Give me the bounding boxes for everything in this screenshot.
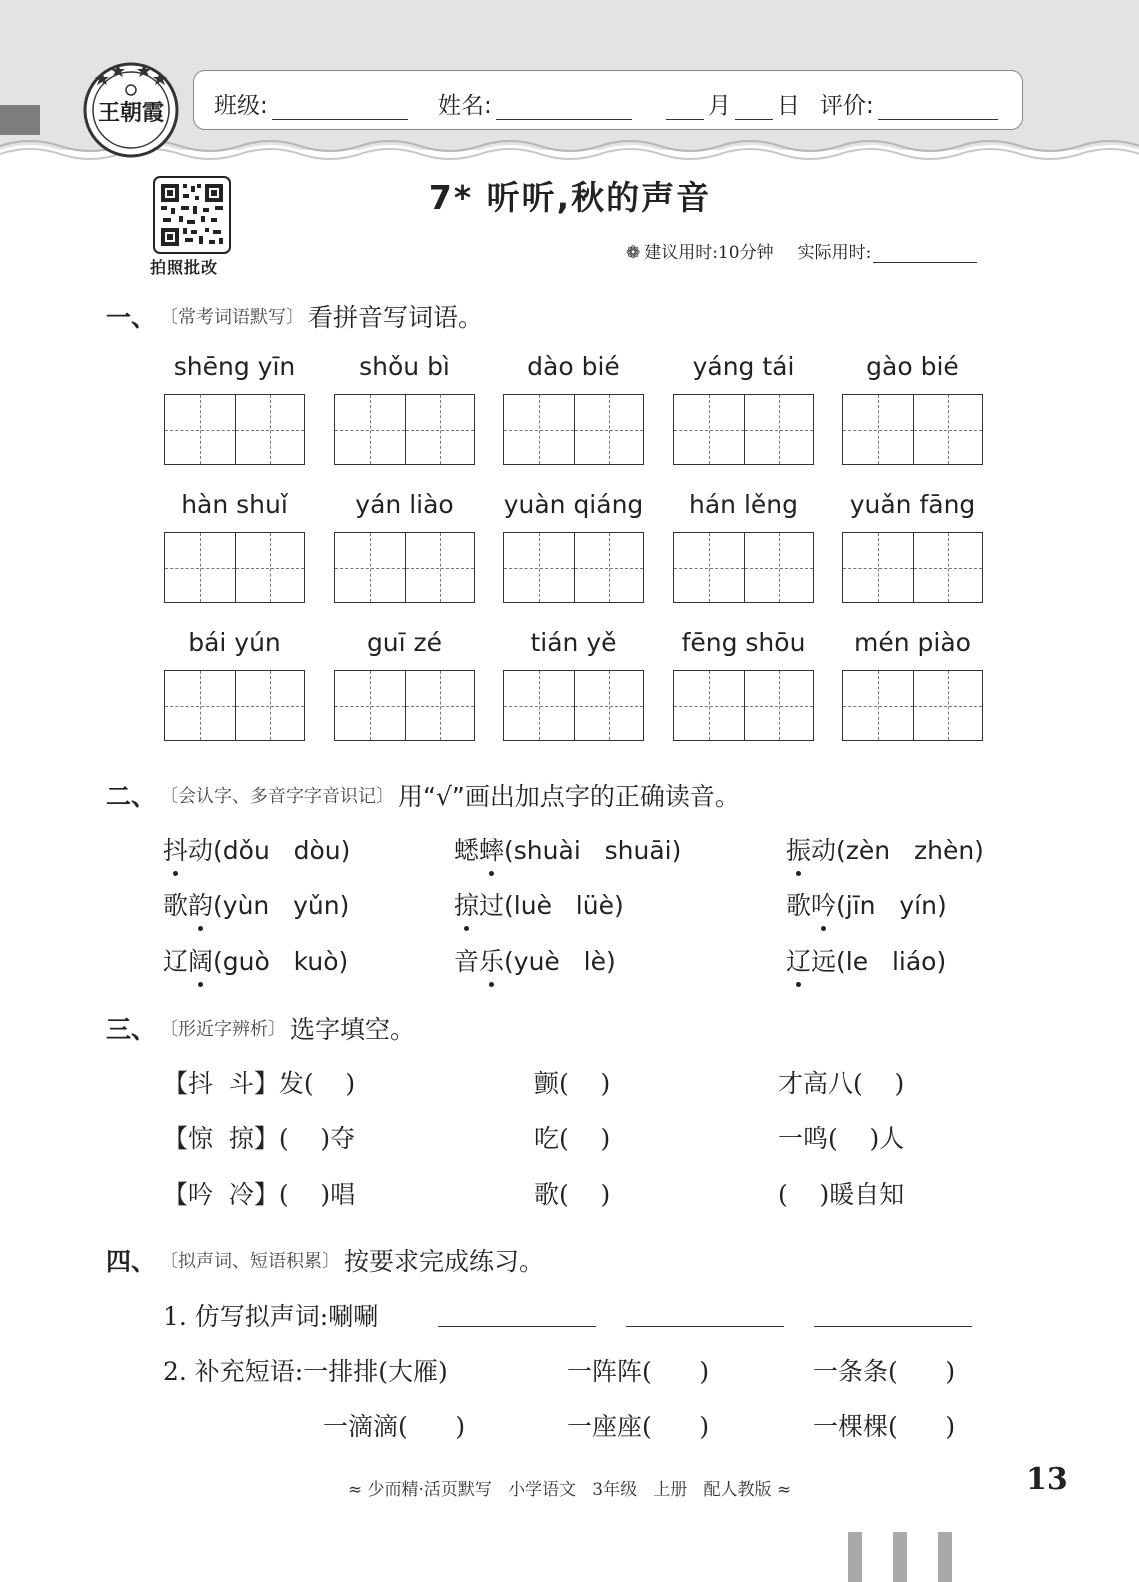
- q1-blank-1[interactable]: [438, 1326, 596, 1327]
- writing-cell[interactable]: [335, 533, 405, 602]
- writing-box[interactable]: [673, 394, 814, 465]
- section-instruction: 选字填空。: [290, 1015, 416, 1044]
- fill-item[interactable]: 才高八( ): [778, 1069, 905, 1098]
- word-char: 动: [188, 836, 214, 865]
- word-char: 远: [811, 947, 837, 976]
- writing-box[interactable]: [334, 670, 475, 741]
- pinyin-label: yán liào: [355, 490, 454, 519]
- svg-text:王朝霞: 王朝霞: [97, 100, 165, 126]
- dotted-char: 振: [786, 831, 811, 867]
- writing-box[interactable]: [334, 394, 475, 465]
- writing-cell[interactable]: [504, 395, 574, 464]
- section-instruction: 用“√”画出加点字的正确读音。: [398, 782, 740, 811]
- reading-options[interactable]: (le liáo): [836, 947, 947, 976]
- dotted-char: 蟀: [479, 831, 504, 867]
- section-2-heading: [106, 777, 740, 813]
- writing-box[interactable]: [842, 532, 983, 603]
- word-char: 过: [479, 891, 505, 920]
- section-4-heading: [106, 1242, 544, 1278]
- fill-item[interactable]: 一鸣( )人: [778, 1124, 905, 1153]
- writing-cell[interactable]: [843, 395, 913, 464]
- reading-options[interactable]: (guò kuò): [213, 947, 349, 976]
- fill-item[interactable]: 吃( ): [534, 1124, 611, 1153]
- time-line: [626, 238, 981, 263]
- writing-cell[interactable]: [744, 533, 814, 602]
- qr-label: 拍照批改: [150, 258, 219, 277]
- section-1-heading: [106, 298, 483, 334]
- page-number: 13: [1026, 1462, 1068, 1497]
- writing-cell[interactable]: [843, 671, 913, 740]
- dotted-char: 乐: [479, 942, 504, 978]
- pinyin-label: bái yún: [188, 628, 281, 657]
- q2-item[interactable]: 一棵棵( ): [813, 1412, 956, 1441]
- word-char: 蟋: [454, 836, 480, 865]
- writing-cell[interactable]: [913, 395, 983, 464]
- dotted-char: 抖: [163, 831, 188, 867]
- actual-time-label: 实际用时:: [797, 243, 872, 263]
- pinyin-label: yuǎn fāng: [849, 490, 976, 519]
- fill-item[interactable]: 歌( ): [534, 1180, 611, 1209]
- writing-box[interactable]: [673, 532, 814, 603]
- writing-cell[interactable]: [913, 533, 983, 602]
- q1-blank-2[interactable]: [626, 1326, 784, 1327]
- writing-cell[interactable]: [574, 395, 644, 464]
- fill-item[interactable]: ( )暖自知: [778, 1180, 905, 1209]
- word-char: 音: [454, 947, 480, 976]
- reading-options[interactable]: (jīn yín): [836, 891, 947, 920]
- pinyin-label: gào bié: [866, 352, 959, 381]
- pinyin-label: yáng tái: [692, 352, 795, 381]
- reading-item[interactable]: [454, 886, 624, 922]
- section-tag: 〔会认字、多音字字音识记〕: [160, 786, 395, 807]
- rating-field[interactable]: [820, 87, 1002, 120]
- writing-cell[interactable]: [335, 395, 405, 464]
- date-field[interactable]: [662, 87, 800, 120]
- q2-item[interactable]: 一条条( ): [813, 1357, 956, 1386]
- writing-box[interactable]: [334, 532, 475, 603]
- rating-blank[interactable]: [878, 93, 998, 120]
- student-info-box: [193, 70, 1023, 130]
- pinyin-label: yuàn qiáng: [503, 490, 644, 519]
- q2-label: 2. 补充短语:一排排(大雁): [163, 1357, 448, 1386]
- qr-code-icon[interactable]: [153, 176, 231, 254]
- reading-item[interactable]: [454, 831, 681, 867]
- writing-cell[interactable]: [744, 671, 814, 740]
- name-field[interactable]: [438, 87, 636, 120]
- word-char: 歌: [163, 891, 189, 920]
- writing-box[interactable]: [842, 394, 983, 465]
- suggested-time: 建议用时:10分钟: [644, 243, 774, 263]
- writing-box[interactable]: [164, 670, 305, 741]
- fill-item[interactable]: 颤( ): [534, 1069, 611, 1098]
- pinyin-label: hàn shuǐ: [181, 490, 288, 519]
- writing-cell[interactable]: [504, 533, 574, 602]
- pinyin-label: tián yě: [530, 628, 617, 657]
- pinyin-label: shēng yīn: [173, 352, 296, 381]
- writing-cell[interactable]: [744, 395, 814, 464]
- reading-item[interactable]: [786, 831, 984, 867]
- section-number: 二、: [106, 782, 157, 811]
- reading-item[interactable]: [454, 942, 616, 978]
- writing-cell[interactable]: [913, 671, 983, 740]
- writing-cell[interactable]: [165, 533, 235, 602]
- reading-options[interactable]: (shuài shuāi): [504, 836, 682, 865]
- reading-item[interactable]: [786, 886, 947, 922]
- writing-box[interactable]: [503, 670, 644, 741]
- day-label: 日: [777, 93, 800, 119]
- section-tag: 〔拟声词、短语积累〕: [160, 1251, 341, 1272]
- reading-options[interactable]: (zèn zhèn): [836, 836, 984, 865]
- reading-item[interactable]: [786, 942, 946, 978]
- q2-item[interactable]: 一阵阵( ): [567, 1357, 710, 1386]
- pinyin-label: dào bié: [527, 352, 620, 381]
- writing-cell[interactable]: [843, 533, 913, 602]
- writing-box[interactable]: [503, 532, 644, 603]
- section-tag: 〔形近字辨析〕: [160, 1019, 287, 1040]
- reading-options[interactable]: (dǒu dòu): [213, 836, 351, 865]
- name-label: 姓名:: [438, 93, 492, 119]
- writing-cell[interactable]: [165, 671, 235, 740]
- writing-cell[interactable]: [235, 671, 305, 740]
- writing-cell[interactable]: [335, 671, 405, 740]
- pinyin-label: fēng shōu: [681, 628, 806, 657]
- writing-cell[interactable]: [405, 533, 475, 602]
- writing-cell[interactable]: [574, 533, 644, 602]
- writing-box[interactable]: [164, 394, 305, 465]
- month-blank[interactable]: [666, 93, 704, 120]
- dotted-char: 辽: [786, 942, 811, 978]
- section-instruction: 按要求完成练习。: [344, 1247, 545, 1276]
- fill-item[interactable]: 【惊 掠】( )夺: [163, 1124, 356, 1153]
- dotted-char: 掠: [454, 886, 479, 922]
- name-blank[interactable]: [496, 93, 632, 120]
- reading-item[interactable]: [163, 831, 350, 867]
- writing-cell[interactable]: [405, 395, 475, 464]
- q2-item[interactable]: 一座座( ): [567, 1412, 710, 1441]
- writing-cell[interactable]: [674, 395, 744, 464]
- class-field[interactable]: [214, 87, 412, 120]
- month-label: 月: [708, 93, 731, 119]
- section-number: 四、: [106, 1247, 157, 1276]
- day-blank[interactable]: [735, 93, 773, 120]
- word-char: 动: [811, 836, 837, 865]
- writing-cell[interactable]: [235, 395, 305, 464]
- word-char: 辽: [163, 947, 189, 976]
- reading-options[interactable]: (yuè lè): [504, 947, 616, 976]
- writing-cell[interactable]: [574, 671, 644, 740]
- dotted-char: 阔: [188, 942, 213, 978]
- reading-item[interactable]: [163, 886, 349, 922]
- writing-cell[interactable]: [235, 533, 305, 602]
- fill-item[interactable]: 【吟 冷】( )唱: [163, 1180, 356, 1209]
- section-number: 一、: [106, 303, 157, 332]
- section-3-heading: [106, 1010, 415, 1046]
- pinyin-label: hán lěng: [689, 490, 798, 519]
- class-blank[interactable]: [272, 93, 408, 120]
- writing-box[interactable]: [503, 394, 644, 465]
- section-tag: 〔常考词语默写〕: [160, 307, 305, 328]
- writing-cell[interactable]: [405, 671, 475, 740]
- reading-options[interactable]: (luè lüè): [504, 891, 624, 920]
- writing-box[interactable]: [673, 670, 814, 741]
- writing-cell[interactable]: [504, 671, 574, 740]
- writing-box[interactable]: [164, 532, 305, 603]
- q2-item[interactable]: 一滴滴( ): [323, 1412, 466, 1441]
- dotted-char: 韵: [188, 886, 213, 922]
- pinyin-label: mén piào: [854, 628, 971, 657]
- reading-options[interactable]: (yùn yǔn): [213, 891, 350, 920]
- pinyin-label: shǒu bì: [359, 352, 450, 381]
- footer-series: ≈ 少而精·活页默写 小学语文 3年级 上册 配人教版 ≈: [347, 1480, 792, 1500]
- writing-cell[interactable]: [674, 533, 744, 602]
- writing-cell[interactable]: [165, 395, 235, 464]
- q1-blank-3[interactable]: [814, 1326, 972, 1327]
- reading-item[interactable]: [163, 942, 348, 978]
- class-label: 班级:: [214, 93, 268, 119]
- brand-logo-icon: [82, 60, 180, 158]
- pinyin-label: guī zé: [366, 628, 443, 657]
- section-number: 三、: [106, 1015, 157, 1044]
- word-char: 歌: [786, 891, 812, 920]
- fill-item[interactable]: 【抖 斗】发( ): [163, 1069, 356, 1098]
- side-tab: [0, 105, 40, 135]
- writing-box[interactable]: [842, 670, 983, 741]
- dotted-char: 吟: [811, 886, 836, 922]
- rating-label: 评价:: [820, 93, 874, 119]
- clock-icon: ❁: [626, 243, 641, 263]
- actual-time-blank[interactable]: [873, 242, 977, 263]
- q1-label: 1. 仿写拟声词:唰唰: [163, 1302, 379, 1331]
- section-instruction: 看拼音写词语。: [308, 303, 484, 332]
- lesson-title: 7* 听听,秋的声音: [428, 178, 712, 217]
- writing-cell[interactable]: [674, 671, 744, 740]
